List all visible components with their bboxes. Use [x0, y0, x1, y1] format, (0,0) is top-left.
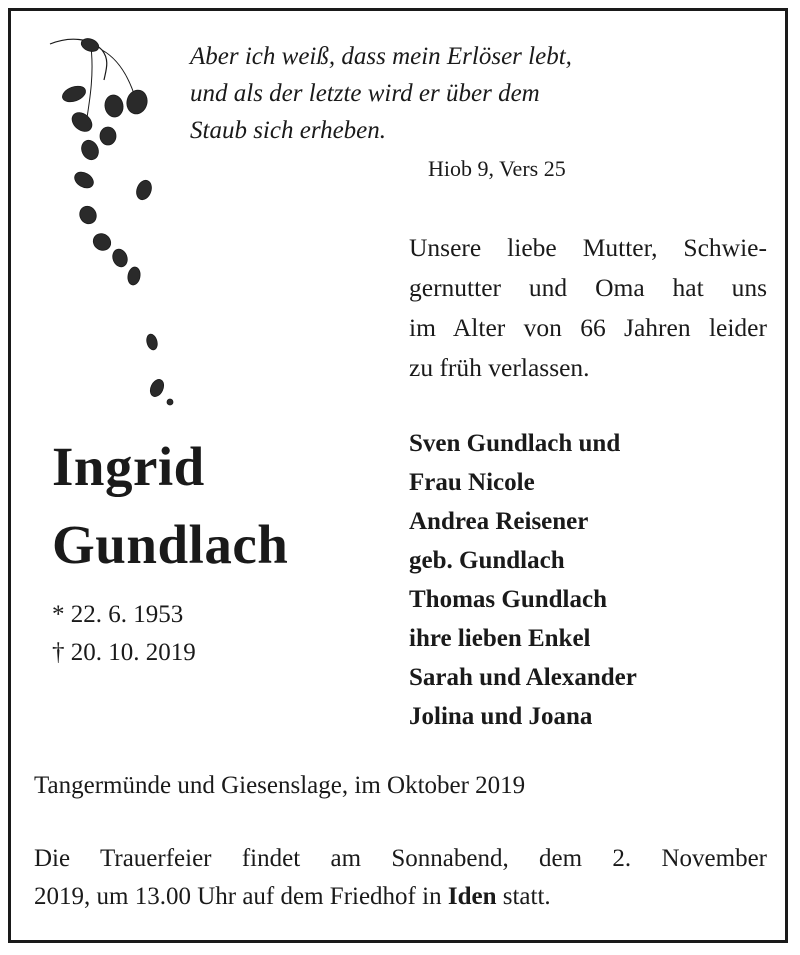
quote-line: Staub sich erheben.	[190, 117, 387, 144]
mourner-line: Andrea Reisener	[409, 508, 589, 535]
death-date: † 20. 10. 2019	[52, 639, 196, 666]
last-name: Gundlach	[52, 514, 289, 575]
announcement-line: Unsere liebe Mutter, Schwie-	[409, 233, 767, 262]
deceased-name	[52, 428, 288, 584]
service-text: 2019, um 13.00 Uhr auf dem Friedhof in	[34, 883, 448, 910]
birth-date: * 22. 6. 1953	[52, 601, 184, 628]
bible-quote	[190, 38, 710, 149]
mourner-line: ihre lieben Enkel	[409, 625, 591, 652]
service-line: Die Trauerfeier findet am Sonnabend, dem 2. November	[34, 845, 767, 872]
mourner-line: Frau Nicole	[409, 469, 535, 496]
mourner-line: Jolina und Joana	[409, 703, 593, 730]
mourner-line: geb. Gundlach	[409, 547, 565, 574]
announcement-line: zu früh verlassen.	[409, 353, 590, 382]
life-dates	[52, 596, 196, 672]
mourner-line: Sarah und Alexander	[409, 664, 637, 691]
place-and-date: Tangermünde und Giesenslage, im Oktober 2019	[34, 772, 526, 799]
mourner-line: Thomas Gundlach	[409, 586, 607, 613]
service-text: statt.	[496, 883, 551, 910]
quote-line: Aber ich weiß, dass mein Erlöser lebt,	[190, 43, 572, 70]
announcement-line: gernutter und Oma hat uns	[409, 273, 767, 302]
quote-reference: Hiob 9, Vers 25	[428, 156, 566, 181]
first-name: Ingrid	[52, 436, 205, 497]
announcement-text	[409, 228, 767, 388]
mourners-list	[409, 424, 637, 736]
announcement-line: im Alter von 66 Jahren leider	[409, 313, 767, 342]
quote-line: und als der letzte wird er über dem	[190, 80, 540, 107]
service-location: Iden	[447, 883, 497, 910]
birch-leaves-icon	[40, 30, 190, 430]
mourner-line: Sven Gundlach und	[409, 430, 621, 457]
service-line	[34, 878, 767, 916]
funeral-service-info	[34, 840, 767, 916]
